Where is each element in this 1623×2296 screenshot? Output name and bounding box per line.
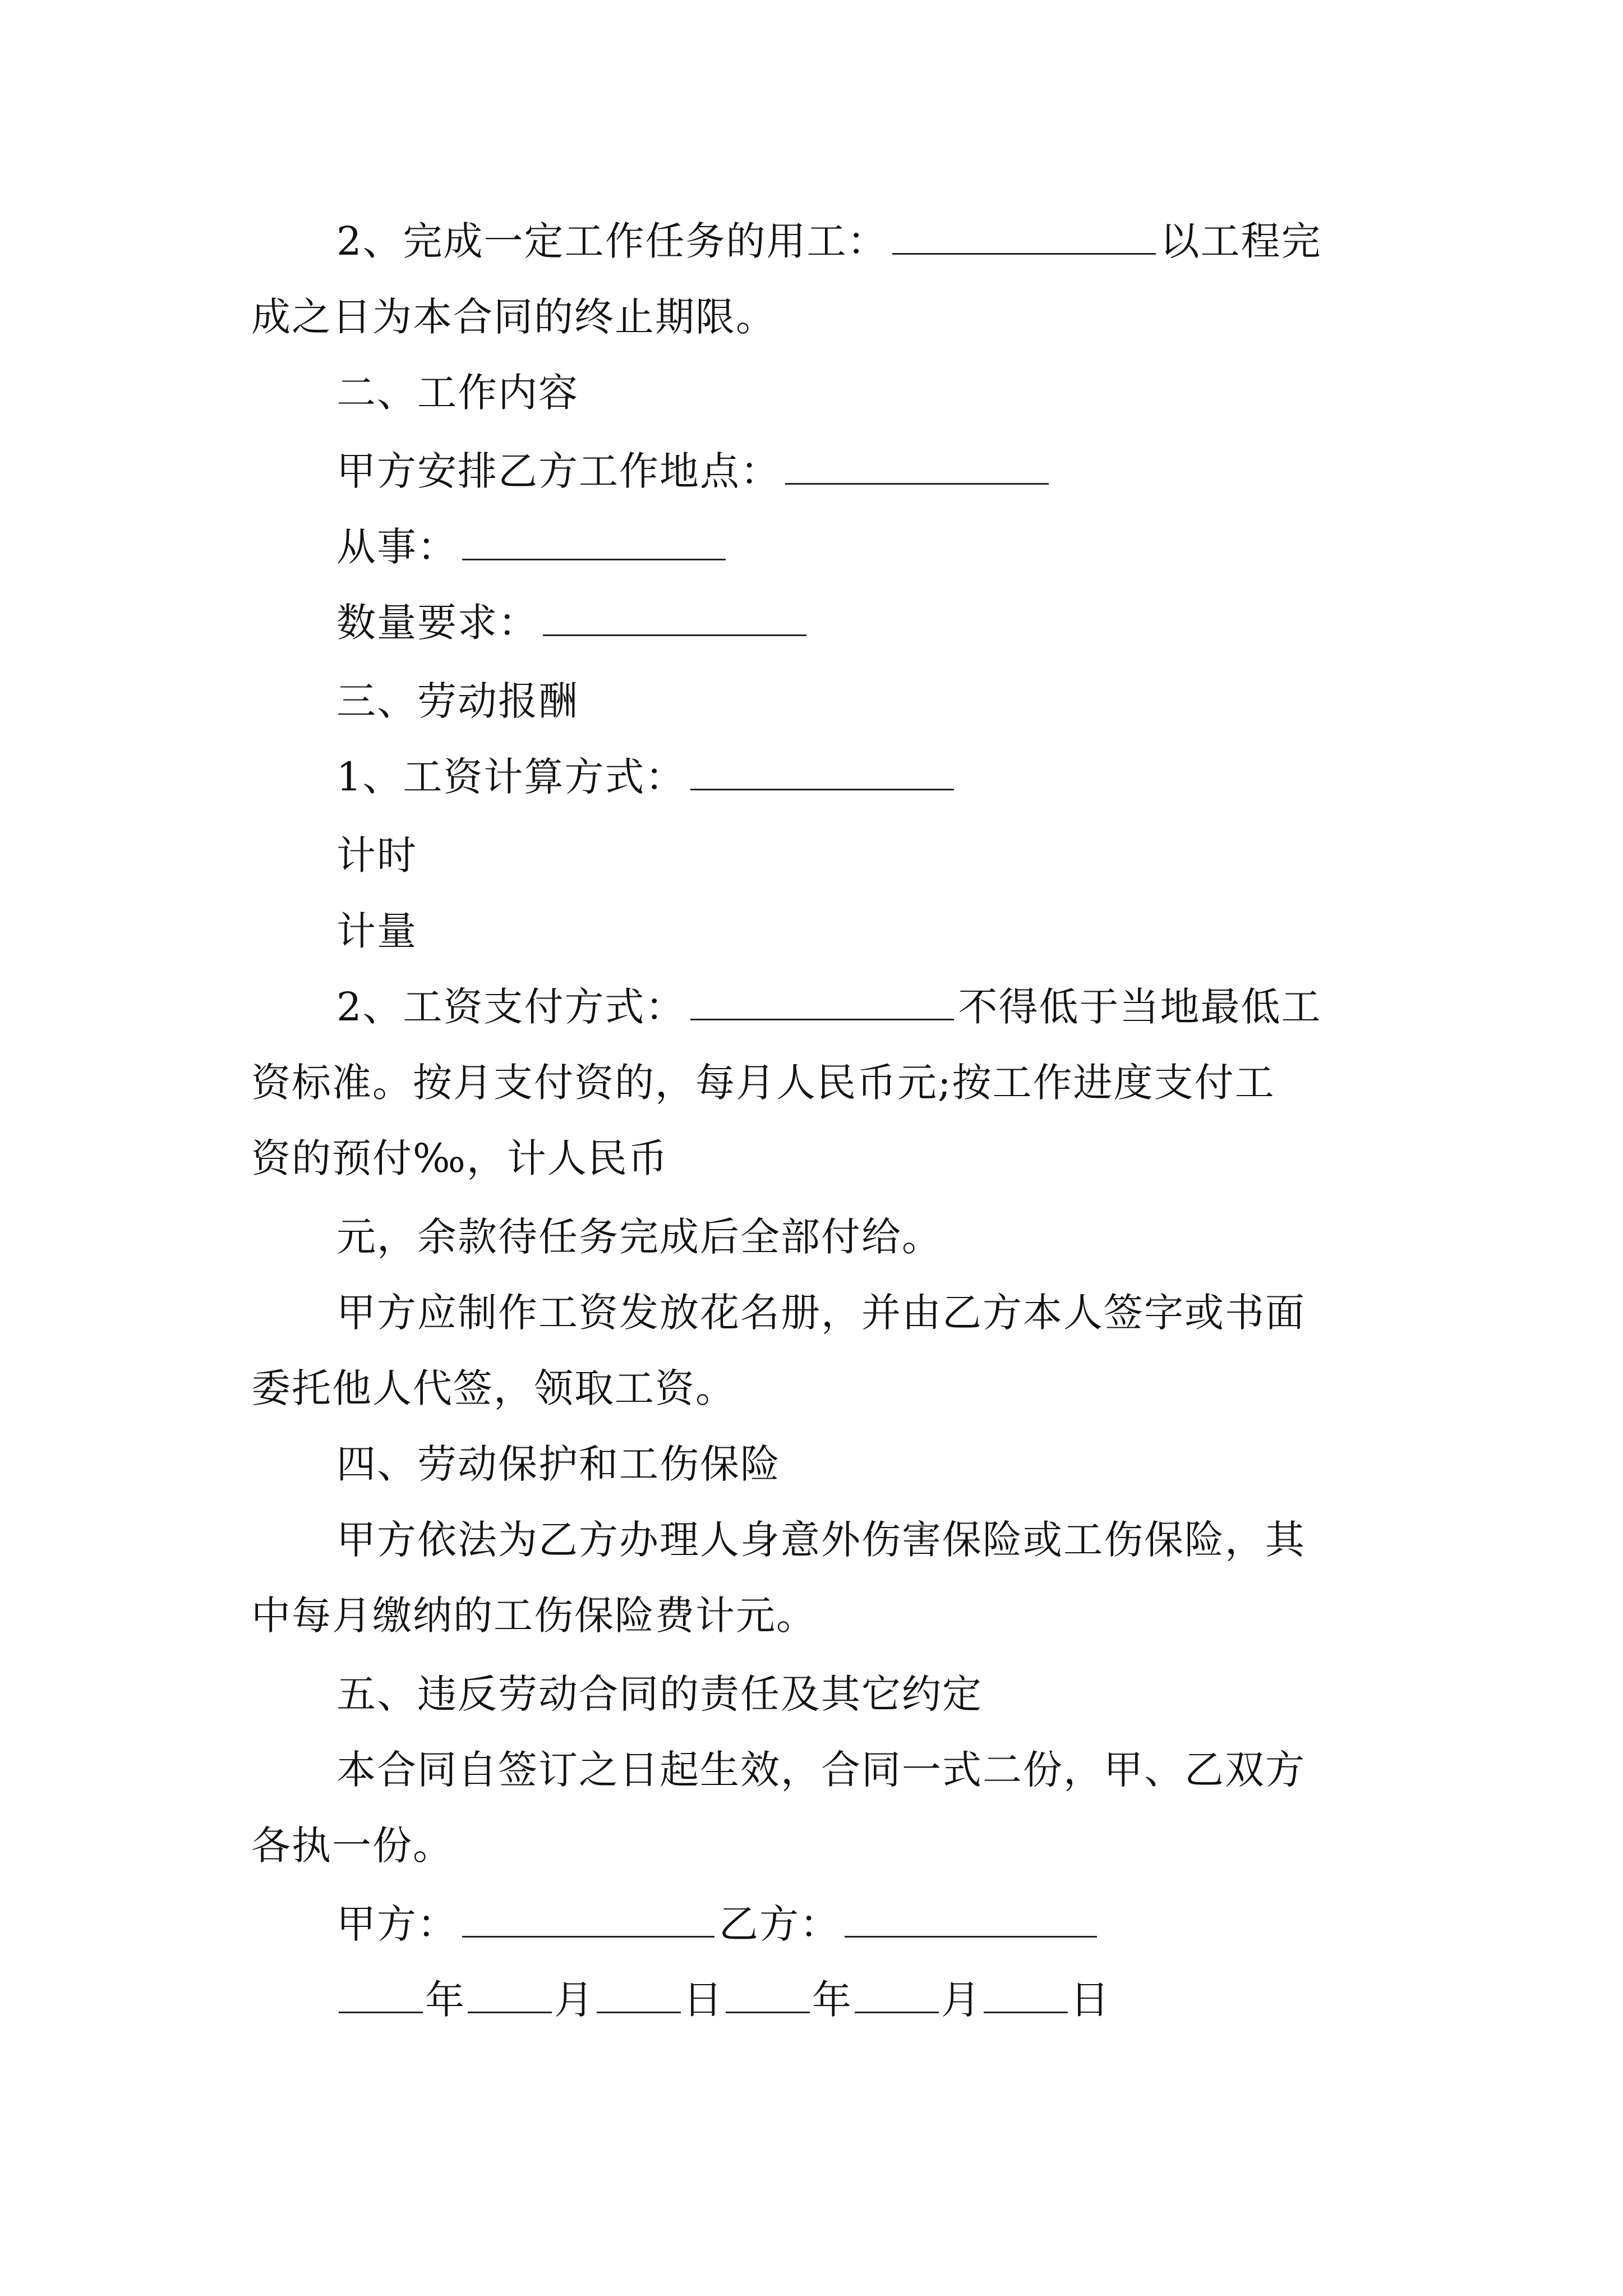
work-location-line: 甲方安排乙方工作地点： [336, 443, 1053, 499]
party-a-signature-field[interactable] [462, 1901, 714, 1938]
party-b-label: 乙方： [719, 1901, 840, 1947]
date-line: 年 月 日 年 月 日 [336, 1972, 1110, 2028]
wage-payment-method-line: 2、工资支付方式： 不得低于当地最低工 [336, 984, 1322, 1030]
blank-field[interactable] [785, 448, 1049, 485]
wage-payment-cont-2: 资的预付‰，计人民币 [251, 1135, 668, 1181]
month-field[interactable] [468, 1977, 552, 2013]
work-engaged-line: 从事： [336, 519, 730, 575]
insurance-cont: 中每月缴纳的工伤保险费计元。 [251, 1593, 817, 1639]
wage-calc-method-line: 1、工资计算方式： [336, 749, 958, 805]
blank-field[interactable] [690, 754, 954, 790]
insurance-line: 甲方依法为乙方办理人身意外伤害保险或工伤保险，其 [336, 1517, 1306, 1563]
section-heading-remuneration: 三、劳动报酬 [336, 678, 579, 724]
day-field[interactable] [984, 1977, 1068, 2013]
section-heading-insurance: 四、劳动保护和工伤保险 [336, 1441, 781, 1487]
blank-field[interactable] [690, 984, 954, 1020]
section-heading-work-content: 二、工作内容 [336, 370, 579, 416]
party-a-label: 甲方： [336, 1901, 458, 1947]
effective-clause-line: 本合同自签订之日起生效，合同一式二份，甲、乙双方 [336, 1747, 1306, 1793]
section-heading-liability: 五、违反劳动合同的责任及其它约定 [336, 1671, 983, 1717]
party-b-signature-field[interactable] [845, 1901, 1097, 1938]
quantity-requirement-line: 数量要求： [336, 595, 811, 651]
wage-payment-cont-1: 资标准。按月支付资的，每月人民币元;按工作进度支付工 [251, 1060, 1275, 1106]
balance-payment-line: 元，余款待任务完成后全部付给。 [336, 1214, 942, 1260]
payroll-roster-cont: 委托他人代签，领取工资。 [251, 1365, 736, 1411]
clause-task-term: 2、完成一定工作任务的用工： 以工程完 [336, 218, 1322, 264]
blank-field[interactable] [462, 524, 726, 560]
month-field[interactable] [855, 1977, 939, 2013]
option-piece-based: 计量 [336, 908, 417, 954]
blank-field[interactable] [892, 218, 1156, 255]
option-time-based: 计时 [336, 832, 417, 878]
signature-line [336, 1896, 1101, 1952]
payroll-roster-line: 甲方应制作工资发放花名册，并由乙方本人签字或书面 [336, 1290, 1306, 1336]
clause-task-term-cont: 成之日为本合同的终止期限。 [251, 294, 776, 340]
day-field[interactable] [597, 1977, 681, 2013]
effective-clause-cont: 各执一份。 [251, 1823, 453, 1869]
blank-field[interactable] [543, 600, 806, 636]
year-field[interactable] [726, 1977, 810, 2013]
year-field[interactable] [339, 1977, 423, 2013]
